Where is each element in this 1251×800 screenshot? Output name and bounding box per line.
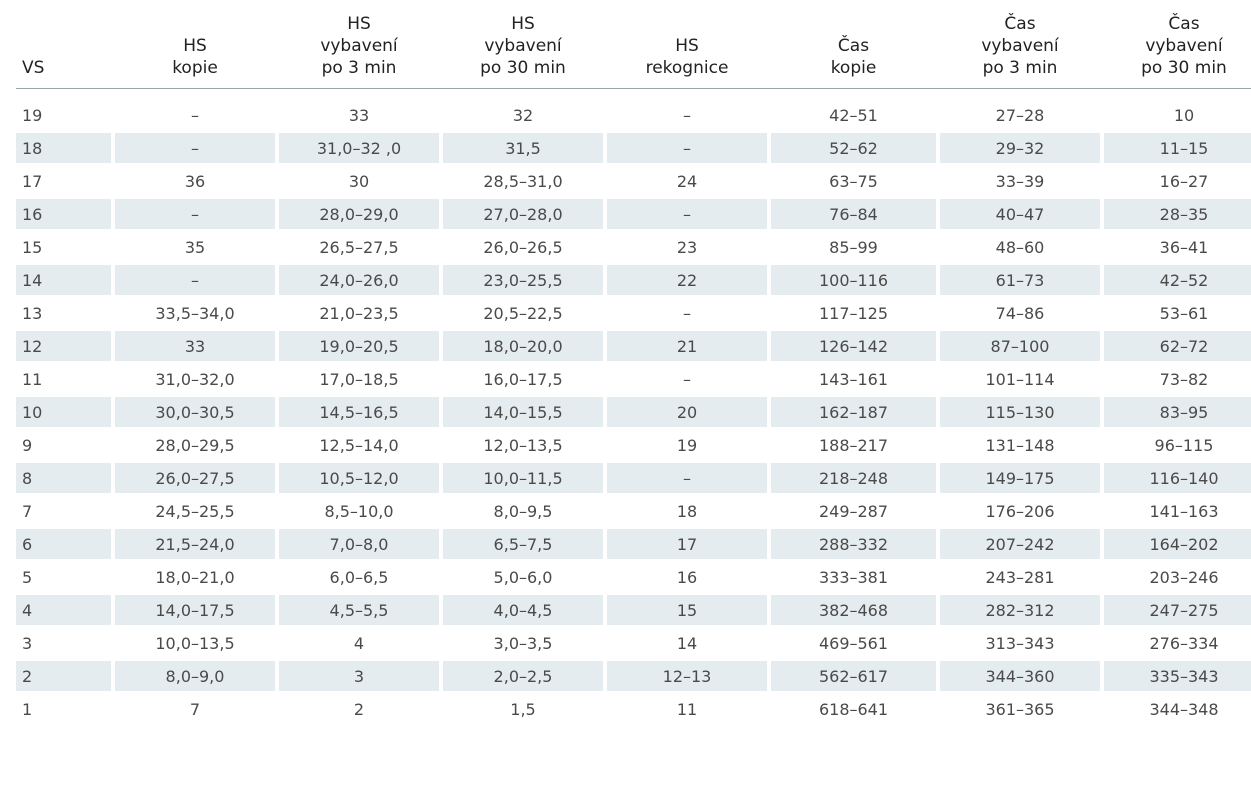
table-cell: 247–275 (1104, 595, 1251, 625)
column-header-line: Čas (1168, 14, 1200, 34)
row-score-cell: 3 (22, 633, 33, 653)
row-score-cell: 11 (22, 369, 43, 389)
table-cell: 344–348 (1149, 699, 1219, 719)
table-cell: 28,0–29,5 (155, 435, 235, 455)
table-cell: 4,5–5,5 (279, 595, 439, 625)
table-cell: – (683, 303, 691, 323)
table-cell: 20,5–22,5 (483, 303, 563, 323)
table-cell: 28–35 (1104, 199, 1251, 229)
row-score-cell: 19 (22, 105, 43, 125)
table-cell: 26,0–26,5 (483, 237, 563, 257)
table-cell: 28,5–31,0 (483, 171, 563, 191)
table-cell: 149–175 (940, 463, 1100, 493)
table-cell: 83–95 (1104, 397, 1251, 427)
table-cell: – (191, 105, 199, 125)
table-row (16, 529, 1251, 559)
column-header (16, 11, 111, 85)
table-cell: 131–148 (985, 435, 1055, 455)
table-row (16, 463, 1251, 493)
table-cell: – (607, 463, 767, 493)
table-cell: 10,5–12,0 (279, 463, 439, 493)
table-row (16, 628, 1251, 658)
table-cell: 17 (607, 529, 767, 559)
table-body (16, 100, 1251, 724)
table-cell: 188–217 (818, 435, 889, 455)
table-cell: 33–39 (995, 171, 1045, 191)
table-cell: 24,5–25,5 (155, 501, 235, 521)
table-cell: 14 (676, 633, 698, 653)
table-cell: 32 (512, 105, 534, 125)
table-cell: – (683, 369, 691, 389)
row-score-cell: 6 (16, 529, 111, 559)
table-cell: 2 (353, 699, 365, 719)
column-header-line: kopie (830, 58, 877, 78)
table-cell: 31,0–32 ,0 (279, 133, 439, 163)
table-cell: 12,5–14,0 (319, 435, 399, 455)
row-score-cell: 16 (16, 199, 111, 229)
norms-table (12, 8, 1251, 727)
table-header (16, 11, 1251, 97)
column-header (115, 11, 275, 85)
table-cell: 203–246 (1149, 567, 1219, 587)
table-cell: 335–343 (1104, 661, 1251, 691)
table-row (16, 430, 1251, 460)
table-cell: 21,0–23,5 (319, 303, 399, 323)
table-cell: 42–51 (829, 105, 878, 125)
table-row (16, 166, 1251, 196)
table-cell: 6,0–6,5 (329, 567, 389, 587)
header-row (16, 11, 1251, 85)
table-cell: 11–15 (1104, 133, 1251, 163)
table-cell: 27–28 (995, 105, 1045, 125)
table-cell: 24 (676, 171, 698, 191)
table-cell: 6,5–7,5 (443, 529, 603, 559)
table-cell: 7 (189, 699, 201, 719)
table-row (16, 133, 1251, 163)
table-cell: 28,0–29,0 (279, 199, 439, 229)
table-cell: 33 (115, 331, 275, 361)
table-cell: 96–115 (1154, 435, 1214, 455)
table-cell: 19,0–20,5 (279, 331, 439, 361)
column-header-line: vybavení (484, 36, 562, 56)
table-cell: 8,0–9,0 (115, 661, 275, 691)
table-cell: 14,5–16,5 (279, 397, 439, 427)
table-cell: 382–468 (771, 595, 936, 625)
table-cell: 52–62 (771, 133, 936, 163)
column-header (443, 11, 603, 85)
table-cell: 618–641 (818, 699, 889, 719)
table-cell: – (115, 199, 275, 229)
table-cell: – (607, 199, 767, 229)
table-row (16, 364, 1251, 394)
column-header-line: po 3 min (982, 58, 1058, 78)
table-cell: – (607, 133, 767, 163)
table-cell: 31,0–32,0 (155, 369, 235, 389)
row-score-cell: 15 (22, 237, 43, 257)
table-cell: 18,0–20,0 (443, 331, 603, 361)
table-cell: 3,0–3,5 (493, 633, 553, 653)
table-cell: 8,0–9,5 (493, 501, 553, 521)
table-cell: 12–13 (607, 661, 767, 691)
table-cell: – (115, 133, 275, 163)
table-cell: 33 (348, 105, 370, 125)
table-row (16, 298, 1251, 328)
table-cell: 26,5–27,5 (319, 237, 399, 257)
column-header-line: Čas (1004, 14, 1036, 34)
column-header-line: vybavení (320, 36, 398, 56)
table-cell: 12,0–13,5 (483, 435, 563, 455)
table-cell: 21,5–24,0 (115, 529, 275, 559)
column-header (1104, 11, 1251, 85)
table-cell: 85–99 (829, 237, 878, 257)
column-header-line: po 30 min (480, 58, 566, 78)
table-cell: 141–163 (1149, 501, 1219, 521)
table-row (16, 397, 1251, 427)
table-row (16, 331, 1251, 361)
table-cell: 176–206 (985, 501, 1055, 521)
table-cell: 116–140 (1104, 463, 1251, 493)
table-row (16, 694, 1251, 724)
table-cell: 87–100 (940, 331, 1100, 361)
table-cell: 11 (676, 699, 698, 719)
table-row (16, 661, 1251, 691)
table-cell: 243–281 (985, 567, 1055, 587)
table-cell: 23 (676, 237, 698, 257)
table-cell: 21 (607, 331, 767, 361)
table-cell: 117–125 (818, 303, 889, 323)
table-cell: 42–52 (1104, 265, 1251, 295)
row-score-cell: 2 (16, 661, 111, 691)
table-cell: 344–360 (940, 661, 1100, 691)
table-cell: 313–343 (985, 633, 1055, 653)
table-cell: 40–47 (940, 199, 1100, 229)
table-cell: 8,5–10,0 (324, 501, 394, 521)
table-cell: 126–142 (771, 331, 936, 361)
row-score-cell: 17 (22, 171, 43, 191)
table-cell: 282–312 (940, 595, 1100, 625)
table-cell: 218–248 (771, 463, 936, 493)
table-cell: 207–242 (940, 529, 1100, 559)
column-header-line: po 30 min (1141, 58, 1227, 78)
table-cell: 20 (607, 397, 767, 427)
table-cell: 27,0–28,0 (443, 199, 603, 229)
table-row (16, 595, 1251, 625)
table-cell: 100–116 (771, 265, 936, 295)
table-cell: 76–84 (771, 199, 936, 229)
table-cell: 115–130 (940, 397, 1100, 427)
row-score-cell: 1 (22, 699, 33, 719)
table-cell: 3 (279, 661, 439, 691)
table-cell: 333–381 (818, 567, 889, 587)
table-cell: 30,0–30,5 (115, 397, 275, 427)
table-cell: 18,0–21,0 (155, 567, 235, 587)
row-score-cell: 9 (22, 435, 33, 455)
table-cell: 143–161 (818, 369, 889, 389)
table-cell: 62–72 (1104, 331, 1251, 361)
table-cell: 162–187 (771, 397, 936, 427)
table-cell: 33,5–34,0 (155, 303, 235, 323)
column-header-line: po 3 min (321, 58, 397, 78)
table-cell: 16–27 (1159, 171, 1209, 191)
table-cell: 30 (348, 171, 370, 191)
column-header-line: HS (183, 36, 207, 56)
column-header-line: HS (675, 36, 699, 56)
table-cell: 10 (1173, 105, 1195, 125)
column-header-line: rekognice (645, 58, 729, 78)
table-cell: 16,0–17,5 (483, 369, 563, 389)
column-header (940, 11, 1100, 85)
table-cell: 74–86 (995, 303, 1045, 323)
row-score-cell: 5 (22, 567, 33, 587)
table-cell: 63–75 (829, 171, 878, 191)
table-cell: 2,0–2,5 (443, 661, 603, 691)
table-row (16, 100, 1251, 130)
column-header (607, 11, 767, 85)
table-cell: 22 (607, 265, 767, 295)
table-cell: 36–41 (1159, 237, 1209, 257)
table-cell: 4 (353, 633, 365, 653)
column-header (771, 11, 936, 85)
table-cell: 288–332 (771, 529, 936, 559)
row-score-cell: 12 (16, 331, 111, 361)
row-score-cell: 8 (16, 463, 111, 493)
table-cell: 562–617 (771, 661, 936, 691)
table-cell: 29–32 (940, 133, 1100, 163)
table-cell: 4,0–4,5 (443, 595, 603, 625)
table-cell: 48–60 (995, 237, 1045, 257)
table-cell: 469–561 (818, 633, 889, 653)
table-cell: 14,0–17,5 (115, 595, 275, 625)
table-cell: 18 (676, 501, 698, 521)
table-cell: 276–334 (1149, 633, 1219, 653)
table-cell: 36 (184, 171, 206, 191)
row-score-cell: 14 (16, 265, 111, 295)
table-cell: 7,0–8,0 (279, 529, 439, 559)
table-row (16, 265, 1251, 295)
column-header-line: kopie (172, 58, 218, 78)
table-row (16, 199, 1251, 229)
table-cell: 10,0–11,5 (443, 463, 603, 493)
row-score-cell: 18 (16, 133, 111, 163)
table-cell: 26,0–27,5 (115, 463, 275, 493)
table-cell: 164–202 (1104, 529, 1251, 559)
column-header-line: Čas (837, 36, 870, 56)
table-cell: 19 (676, 435, 698, 455)
table-cell: 249–287 (818, 501, 889, 521)
table-row (16, 232, 1251, 262)
table-cell: 17,0–18,5 (319, 369, 399, 389)
table-cell: 361–365 (985, 699, 1055, 719)
table-cell: 61–73 (940, 265, 1100, 295)
table-cell: 101–114 (985, 369, 1055, 389)
column-header-line: VS (22, 58, 45, 78)
table-cell: – (683, 105, 691, 125)
row-score-cell: 7 (22, 501, 33, 521)
table-row (16, 562, 1251, 592)
column-header-line: vybavení (981, 36, 1059, 56)
table-cell: 24,0–26,0 (279, 265, 439, 295)
column-header (279, 11, 439, 85)
table-cell: 23,0–25,5 (443, 265, 603, 295)
column-header-line: HS (347, 14, 371, 34)
table-cell: 53–61 (1159, 303, 1209, 323)
column-header-line: HS (511, 14, 535, 34)
table-cell: 5,0–6,0 (493, 567, 553, 587)
table-cell: 31,5 (443, 133, 603, 163)
table-row (16, 496, 1251, 526)
header-rule (16, 88, 1251, 97)
table-cell: 73–82 (1159, 369, 1209, 389)
table-cell: 35 (184, 237, 206, 257)
table-cell: 16 (676, 567, 698, 587)
row-score-cell: 4 (16, 595, 111, 625)
table-cell: 15 (607, 595, 767, 625)
table-cell: 1,5 (510, 699, 536, 719)
column-header-line: vybavení (1145, 36, 1223, 56)
row-score-cell: 10 (16, 397, 111, 427)
table-cell: – (115, 265, 275, 295)
table-cell: 10,0–13,5 (155, 633, 235, 653)
row-score-cell: 13 (22, 303, 43, 323)
table-cell: 14,0–15,5 (443, 397, 603, 427)
